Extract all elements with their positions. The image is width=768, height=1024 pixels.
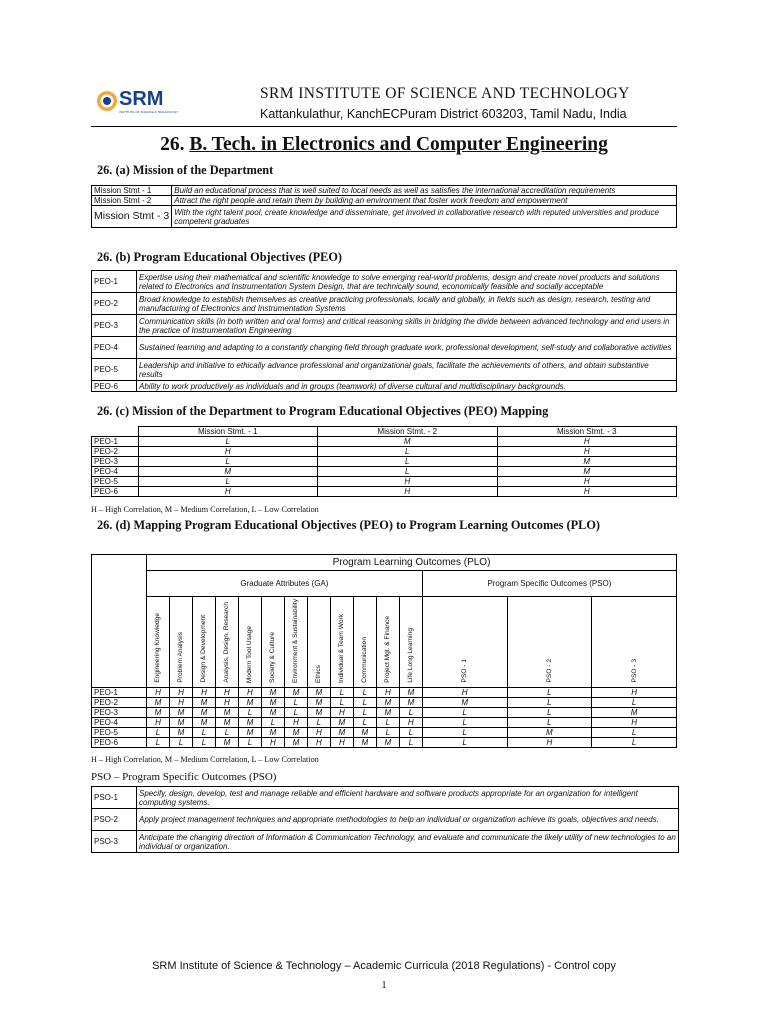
header-rule (91, 126, 677, 127)
table-row (92, 293, 677, 315)
table-cell: L (318, 447, 498, 457)
table-cell: M (330, 727, 353, 737)
table-cell: M (238, 727, 261, 737)
table-cell: H (238, 687, 261, 697)
table-cell: L (353, 707, 376, 717)
plo-column-label: Society & Culture (269, 631, 277, 683)
table-cell: H (507, 737, 592, 747)
plo-column-header (307, 597, 330, 688)
mission-label: Mission Stmt - 2 (92, 196, 172, 206)
peo-label: PEO-1 (92, 271, 137, 293)
mission-map-body (92, 437, 677, 497)
plo-column-label: Life Long Learning (407, 628, 415, 683)
table-row (92, 196, 677, 206)
table-cell: H (497, 477, 677, 487)
plo-column-label: Ethics (315, 664, 323, 683)
plo-column-header (238, 597, 261, 688)
table-row (92, 271, 677, 293)
column-header: Mission Stmt. - 3 (497, 427, 677, 437)
table-row (92, 457, 677, 467)
table-cell: M (192, 707, 215, 717)
logo-text: SRM (119, 88, 164, 110)
table-row (92, 337, 677, 359)
table-header-row (92, 571, 677, 597)
table-cell: M (507, 727, 592, 737)
table-row (92, 831, 679, 853)
plo-column-header (399, 597, 422, 688)
plo-column-header (284, 597, 307, 688)
table-cell: M (238, 717, 261, 727)
table-cell: L (507, 707, 592, 717)
corner-cell (92, 427, 139, 437)
correlation-note-2: H – High Correlation, M – Medium Correlation, L – Low Correlation (91, 755, 319, 764)
table-cell: L (376, 727, 399, 737)
table-cell: L (422, 707, 507, 717)
mission-label: Mission Stmt - 1 (92, 186, 172, 196)
table-cell: H (330, 707, 353, 717)
mission-peo-table (91, 426, 677, 497)
table-cell: H (138, 447, 318, 457)
table-cell: M (215, 707, 238, 717)
table-cell: L (138, 437, 318, 447)
table-cell: L (422, 727, 507, 737)
table-cell: H (261, 737, 284, 747)
column-header: Mission Stmt. - 1 (138, 427, 318, 437)
plo-column-label: PSO - 1 (461, 659, 469, 683)
plo-column-label: Individual & Team Work (338, 613, 346, 683)
table-cell: M (497, 467, 677, 477)
pso-heading: PSO – Program Specific Outcomes (PSO) (91, 771, 277, 783)
table-cell: M (284, 737, 307, 747)
pso-label: PSO-2 (92, 809, 137, 831)
logo-subtext: INSTITUTE OF SCIENCE & TECHNOLOGY (119, 110, 179, 114)
table-cell: H (376, 687, 399, 697)
row-label: PEO-5 (92, 727, 147, 737)
table-cell: H (147, 717, 170, 727)
plo-column-label: Communication (361, 637, 369, 683)
table-cell: M (353, 737, 376, 747)
table-cell: L (399, 727, 422, 737)
table-cell: L (422, 717, 507, 727)
section-c-heading: 26. (c) Mission of the Department to Program Educational Objectives (PEO) Mapping (97, 404, 549, 418)
table-row (92, 437, 677, 447)
table-row (92, 697, 677, 707)
table-cell: L (592, 737, 677, 747)
plo-column-label: Analysis, Design, Research (223, 602, 231, 683)
table-cell: L (169, 737, 192, 747)
row-label: PEO-1 (92, 437, 139, 447)
row-label: PEO-6 (92, 487, 139, 497)
correlation-note: H – High Correlation, M – Medium Correlation, L – Low Correlation (91, 505, 319, 514)
table-cell: H (169, 697, 192, 707)
table-cell: L (261, 717, 284, 727)
table-cell: M (376, 707, 399, 717)
table-cell: L (330, 687, 353, 697)
table-cell: M (399, 697, 422, 707)
row-label: PEO-6 (92, 737, 147, 747)
table-row (92, 467, 677, 477)
row-label: PEO-4 (92, 467, 139, 477)
table-cell: H (497, 447, 677, 457)
plo-column-label: PSO - 2 (545, 659, 553, 683)
table-cell: M (376, 697, 399, 707)
table-cell: M (399, 687, 422, 697)
plo-column-header (147, 597, 170, 688)
table-row (92, 737, 677, 747)
table-cell: M (169, 707, 192, 717)
plo-column-label: PSO - 3 (630, 659, 638, 683)
table-cell: M (592, 707, 677, 717)
table-cell: L (507, 697, 592, 707)
table-cell: H (318, 477, 498, 487)
plo-column-label: Modern Tool Usage (246, 625, 254, 683)
mission-table (91, 185, 677, 228)
table-row (92, 186, 677, 196)
table-cell: L (330, 697, 353, 707)
plo-column-header (422, 597, 507, 688)
table-cell: L (138, 477, 318, 487)
table-cell: L (592, 697, 677, 707)
page-number: 1 (381, 980, 387, 991)
table-cell: L (215, 727, 238, 737)
peo-label: PEO-4 (92, 337, 137, 359)
row-label: PEO-5 (92, 477, 139, 487)
table-cell: M (307, 697, 330, 707)
table-cell: M (261, 697, 284, 707)
plo-column-header (592, 597, 677, 688)
table-cell: M (169, 717, 192, 727)
table-row (92, 381, 677, 392)
plo-column-header (261, 597, 284, 688)
table-cell: M (284, 727, 307, 737)
mission-text: With the right talent pool, create knowledge and disseminate, get involved in collaborative research with reputed universities and produce competent graduates (172, 206, 677, 228)
table-cell: H (169, 687, 192, 697)
table-cell: H (192, 687, 215, 697)
peo-label: PEO-3 (92, 315, 137, 337)
srm-logo (96, 88, 179, 118)
plo-column-header (215, 597, 238, 688)
plo-title: Program Learning Outcomes (PLO) (147, 555, 677, 571)
table-cell: L (353, 697, 376, 707)
table-cell: M (261, 687, 284, 697)
table-cell: H (147, 687, 170, 697)
section-b-heading: 26. (b) Program Educational Objectives (PEO) (97, 250, 343, 264)
section-d-heading: 26. (d) Mapping Program Educational Objectives (PEO) to Program Learning Outcomes (PLO) (97, 518, 600, 532)
plo-column-header (507, 597, 592, 688)
title-number: 26. (160, 134, 185, 155)
table-cell: M (192, 717, 215, 727)
table-cell: M (147, 697, 170, 707)
table-cell: L (422, 737, 507, 747)
pso-label: PSO-3 (92, 831, 137, 853)
table-cell: M (307, 687, 330, 697)
mission-text: Attract the right people and retain them by building an environment that foster work freedom and empowerment (172, 196, 677, 206)
table-row (92, 727, 677, 737)
row-label: PEO-2 (92, 697, 147, 707)
table-cell: L (507, 717, 592, 727)
table-cell: H (215, 697, 238, 707)
plo-column-header (353, 597, 376, 688)
table-cell: H (307, 737, 330, 747)
table-cell: L (376, 717, 399, 727)
table-cell: M (422, 697, 507, 707)
table-cell: M (376, 737, 399, 747)
table-cell: M (192, 697, 215, 707)
pso-title: Program Specific Outcomes (PSO) (422, 571, 676, 597)
peo-text: Ability to work productively as individuals and in groups (teamwork) of diverse cultural and multidisciplinary backgrounds. (137, 381, 677, 392)
table-cell: L (238, 737, 261, 747)
table-cell: L (307, 717, 330, 727)
table-cell: H (284, 717, 307, 727)
table-cell: H (138, 487, 318, 497)
table-cell: L (192, 727, 215, 737)
table-row (92, 477, 677, 487)
table-cell: M (284, 687, 307, 697)
section-a-heading: 26. (a) Mission of the Department (97, 163, 274, 177)
table-cell: H (497, 487, 677, 497)
table-cell: L (238, 707, 261, 717)
row-label: PEO-3 (92, 457, 139, 467)
plo-column-label: Environment & Sustainability (292, 599, 300, 683)
institute-address: Kattankulathur, KanchECPuram District 603203, Tamil Nadu, India (260, 107, 627, 121)
table-row (92, 707, 677, 717)
table-cell: M (318, 437, 498, 447)
plo-column-header (192, 597, 215, 688)
table-cell: H (497, 437, 677, 447)
table-cell: H (215, 687, 238, 697)
plo-column-label: Design & Development (200, 615, 208, 683)
table-cell: L (147, 737, 170, 747)
peo-label: PEO-5 (92, 359, 137, 381)
table-row (92, 359, 677, 381)
plo-table (91, 554, 677, 748)
table-row (92, 206, 677, 228)
table-cell: H (330, 737, 353, 747)
title-text: B. Tech. in Electronics and Computer Engineering (189, 134, 608, 155)
table-cell: L (318, 467, 498, 477)
mission-label: Mission Stmt - 3 (92, 206, 172, 228)
pso-text: Specify, design, develop, test and manage reliable and efficient hardware and software products appropriate for an organization for intelligent computing systems. (137, 787, 679, 809)
table-cell: M (353, 727, 376, 737)
peo-text: Communication skills (in both written and oral forms) and critical reasoning skills in bridging the divide between advanced technology and end users in the practice of Instrumentation Engineering (137, 315, 677, 337)
table-cell: L (592, 727, 677, 737)
table-cell: L (318, 457, 498, 467)
table-row (92, 447, 677, 457)
document-title (91, 134, 677, 156)
table-cell: L (507, 687, 592, 697)
table-header-row (92, 427, 677, 437)
table-cell: H (318, 487, 498, 497)
page-footer: SRM Institute of Science & Technology – Academic Curricula (2018 Regulations) - Control copy (152, 960, 616, 972)
table-cell: H (592, 687, 677, 697)
table-cell: L (353, 717, 376, 727)
table-row (92, 717, 677, 727)
table-cell: M (215, 717, 238, 727)
table-cell: M (138, 467, 318, 477)
table-header-row (92, 597, 677, 688)
table-row (92, 809, 679, 831)
peo-text: Broad knowledge to establish themselves as creative practicing professionals, locally and globally, in fields such as design, research, testing and manufacturing of Electronics and Instrumentation Systems (137, 293, 677, 315)
pso-text: Apply project management techniques and appropriate methodologies to help an individual or organization achieve its goals, objectives and needs. (137, 809, 679, 831)
plo-column-label: Project Mgt. & Finance (384, 616, 392, 683)
table-cell: L (353, 687, 376, 697)
row-label: PEO-2 (92, 447, 139, 457)
table-cell: L (284, 697, 307, 707)
corner-cell (92, 555, 147, 688)
table-cell: L (284, 707, 307, 717)
table-header-row (92, 555, 677, 571)
row-label: PEO-1 (92, 687, 147, 697)
table-cell: L (399, 737, 422, 747)
peo-label: PEO-6 (92, 381, 137, 392)
peo-text: Leadership and initiative to ethically advance professional and organizational goals, facilitate the achievements of others, and obtain substantive results (137, 359, 677, 381)
table-cell: L (399, 707, 422, 717)
mission-text: Build an educational process that is well suited to local needs as well as satisfies the international accreditation requirements (172, 186, 677, 196)
table-cell: M (261, 707, 284, 717)
peo-text: Sustained learning and adapting to a constantly changing field through graduate work, professional development, self-study and collaborative activities (137, 337, 677, 359)
table-cell: L (192, 737, 215, 747)
table-cell: M (261, 727, 284, 737)
peo-table (91, 270, 677, 392)
column-header: Mission Stmt. - 2 (318, 427, 498, 437)
row-label: PEO-3 (92, 707, 147, 717)
peo-text: Expertise using their mathematical and scientific knowledge to solve emerging real-world problems, design and create novel products and solutions related to Electronics and Instrumentation System Design, that are technically sound, economically feasible and socially acceptable (137, 271, 677, 293)
table-cell: H (592, 717, 677, 727)
table-cell: M (147, 707, 170, 717)
table-row (92, 687, 677, 697)
plo-column-label: Engineering Knowledge (154, 613, 162, 683)
table-cell: H (399, 717, 422, 727)
table-row (92, 487, 677, 497)
ga-title: Graduate Attributes (GA) (147, 571, 423, 597)
table-cell: L (138, 457, 318, 467)
plo-column-header (169, 597, 192, 688)
plo-column-header (376, 597, 399, 688)
row-label: PEO-4 (92, 717, 147, 727)
table-cell: M (330, 717, 353, 727)
table-cell: M (497, 457, 677, 467)
pso-text: Anticipate the changing direction of Information & Communication Technology, and evaluate and communicate the likely utility of new technologies to an individual or organization. (137, 831, 679, 853)
table-cell: M (307, 707, 330, 717)
table-cell: H (307, 727, 330, 737)
peo-label: PEO-2 (92, 293, 137, 315)
table-cell: M (215, 737, 238, 747)
pso-table (91, 786, 679, 853)
plo-column-header (330, 597, 353, 688)
institute-name: SRM INSTITUTE OF SCIENCE AND TECHNOLOGY (260, 85, 630, 102)
table-row (92, 315, 677, 337)
table-cell: M (238, 697, 261, 707)
plo-body (92, 687, 677, 747)
table-cell: M (169, 727, 192, 737)
table-cell: L (147, 727, 170, 737)
table-cell: H (422, 687, 507, 697)
pso-label: PSO-1 (92, 787, 137, 809)
plo-column-label: Problem Analysis (177, 632, 185, 683)
table-row (92, 787, 679, 809)
